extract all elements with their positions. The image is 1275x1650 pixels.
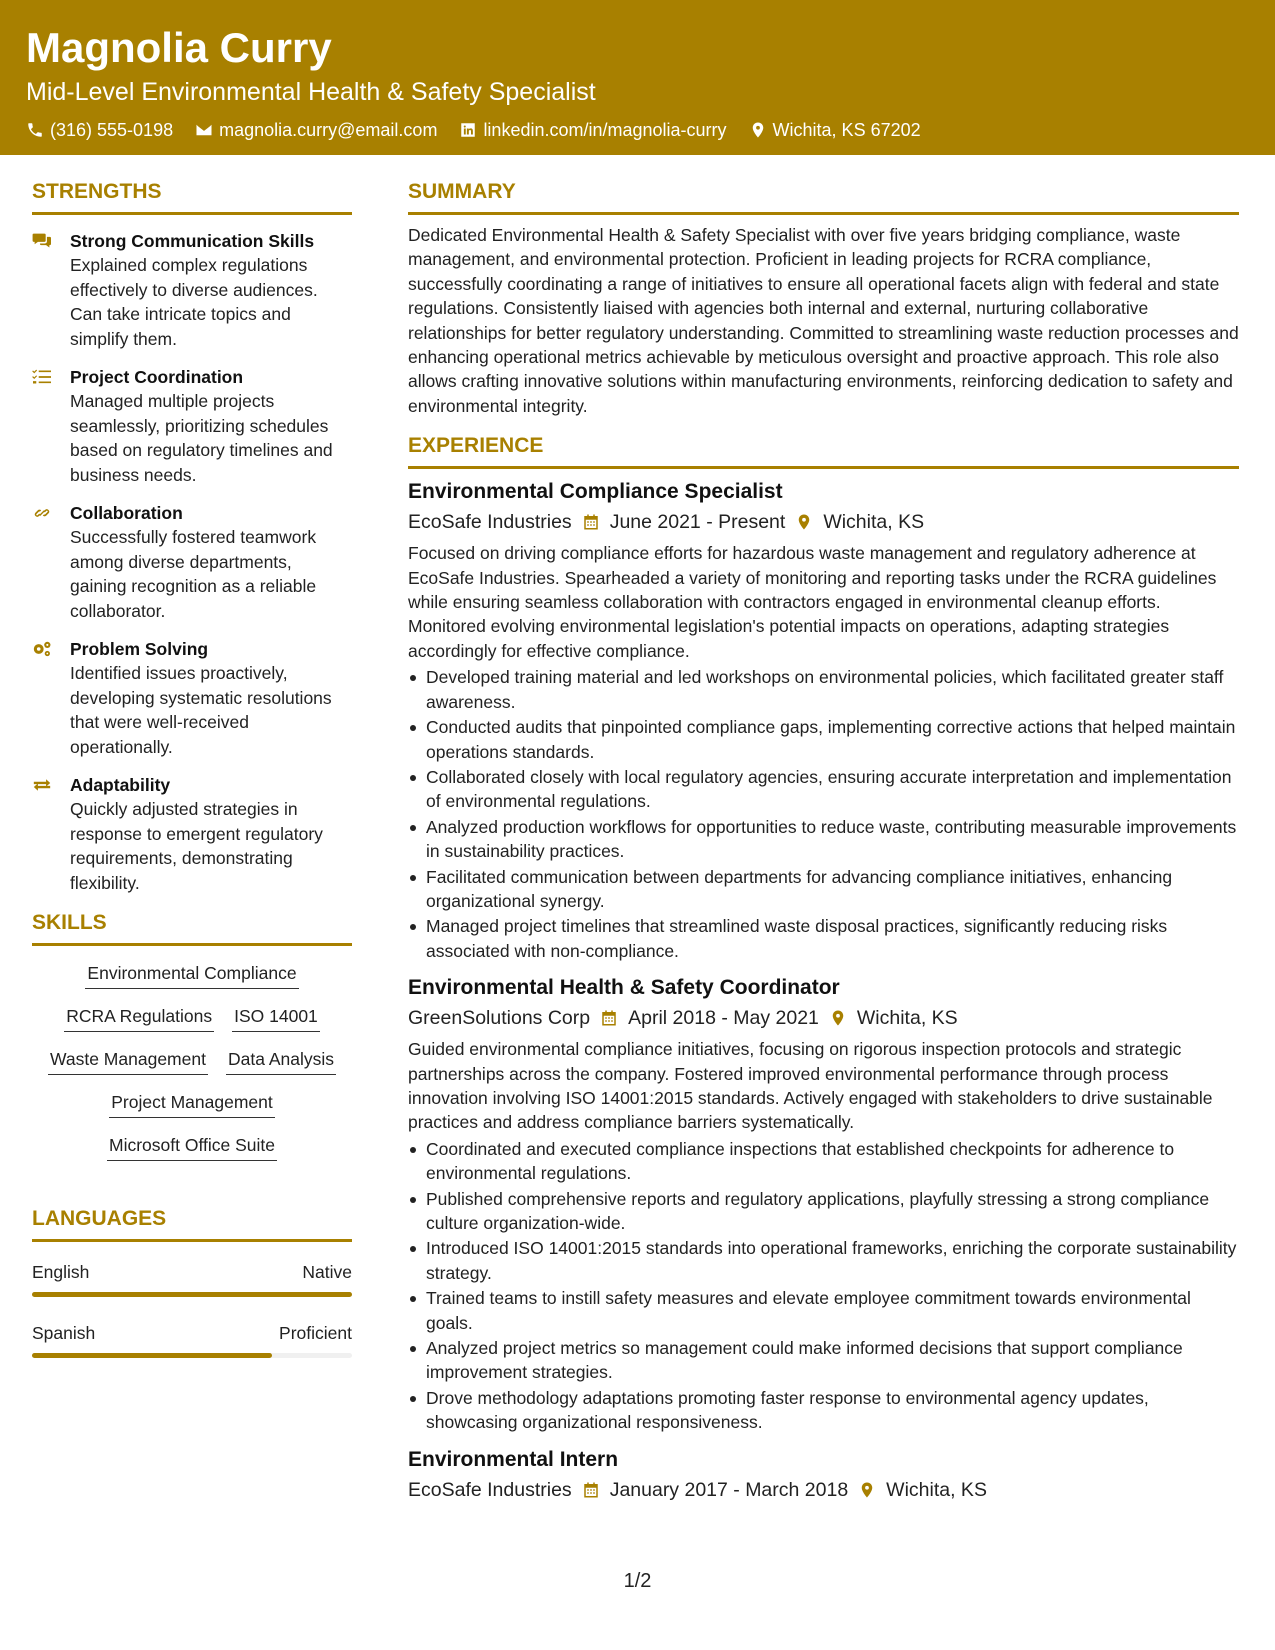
job-bullet: Coordinated and executed compliance inspections that established checkpoints for adherence to environmental regulations. bbox=[408, 1137, 1239, 1186]
skill-tag: ISO 14001 bbox=[232, 1003, 320, 1032]
job-location: Wichita, KS bbox=[886, 1478, 987, 1501]
location-pin-icon bbox=[829, 1009, 847, 1027]
skill-tag: Data Analysis bbox=[226, 1046, 336, 1075]
strength-title: Problem Solving bbox=[70, 639, 209, 659]
job-title: Environmental Compliance Specialist bbox=[408, 480, 783, 504]
strength-item bbox=[32, 501, 352, 623]
contact-linkedin[interactable] bbox=[459, 118, 726, 142]
job-title: Environmental Health & Safety Coordinator bbox=[408, 976, 840, 1000]
calendar-icon bbox=[582, 1481, 600, 1499]
job-bullet: Analyzed production workflows for opportunities to reduce waste, contributing measurable improvements in sustainability practices. bbox=[408, 815, 1239, 864]
job-company: EcoSafe Industries bbox=[408, 1478, 572, 1501]
location-pin-icon bbox=[858, 1481, 876, 1499]
phone-icon bbox=[26, 121, 44, 139]
envelope-icon bbox=[195, 121, 213, 139]
location-pin-icon bbox=[749, 121, 767, 139]
contact-bar bbox=[26, 118, 1249, 142]
phone-text: (316) 555-0198 bbox=[50, 120, 174, 140]
job-bullet: Analyzed project metrics so management could make informed decisions that support compliance improvement strategies. bbox=[408, 1336, 1239, 1385]
task-list-icon bbox=[32, 368, 52, 386]
strength-title: Collaboration bbox=[70, 503, 183, 523]
job-meta bbox=[408, 1003, 1239, 1033]
languages-heading: LANGUAGES bbox=[32, 1205, 352, 1242]
strength-desc: Successfully fostered teamwork among diverse departments, gaining recognition as a reliable collaborator. bbox=[70, 527, 317, 621]
job-meta bbox=[408, 1475, 1239, 1505]
job-bullet: Trained teams to instill safety measures and elevate employee commitment towards environmental goals. bbox=[408, 1286, 1239, 1335]
job-title: Environmental Intern bbox=[408, 1447, 619, 1471]
strengths-list bbox=[32, 229, 352, 895]
job-bullet: Introduced ISO 14001:2015 standards into operational frameworks, enriching the corporate sustainability strategy. bbox=[408, 1236, 1239, 1285]
left-column bbox=[32, 178, 352, 1382]
strength-title: Adaptability bbox=[70, 775, 171, 795]
skill-tag: Microsoft Office Suite bbox=[107, 1132, 277, 1161]
job-bullet: Collaborated closely with local regulatory agencies, ensuring accurate interpretation and implementation of environmental regulations. bbox=[408, 765, 1239, 814]
language-item bbox=[32, 1321, 352, 1358]
skill-tag: Environmental Compliance bbox=[85, 960, 298, 989]
strength-item bbox=[32, 637, 352, 759]
job-bullet: Conducted audits that pinpointed compliance gaps, implementing corrective actions that helped maintain operations standards. bbox=[408, 715, 1239, 764]
candidate-name: Magnolia Curry bbox=[26, 24, 332, 71]
job-description: Guided environmental compliance initiatives, focusing on rigorous inspection protocols and strategic partnerships across the company. Fostered improved environmental performance through process innovation involving ISO 14001:2015 standards. Actively engaged with stakeholders to drive sustainable practices and address compliance barriers systematically. bbox=[408, 1039, 1213, 1133]
job-entry bbox=[408, 973, 1239, 1435]
email-text[interactable]: magnolia.curry@email.com bbox=[219, 120, 438, 140]
link-icon bbox=[32, 504, 52, 522]
linkedin-text[interactable]: linkedin.com/in/magnolia-curry bbox=[483, 120, 727, 140]
skill-tag: Waste Management bbox=[48, 1046, 208, 1075]
contact-location bbox=[749, 118, 921, 142]
job-entry bbox=[408, 1445, 1239, 1505]
strength-desc: Identified issues proactively, developing systematic resolutions that were well-received operationally. bbox=[70, 663, 332, 757]
language-bar-fill bbox=[32, 1292, 352, 1297]
skills-heading: SKILLS bbox=[32, 909, 352, 946]
strengths-heading: STRENGTHS bbox=[32, 178, 352, 215]
job-location: Wichita, KS bbox=[856, 1007, 958, 1030]
gears-icon bbox=[32, 640, 52, 658]
strength-item bbox=[32, 773, 352, 895]
strength-desc: Explained complex regulations effectively to diverse audiences. Can take intricate topics and simplify them. bbox=[70, 255, 318, 349]
job-bullets bbox=[408, 1137, 1239, 1435]
calendar-icon bbox=[600, 1009, 618, 1027]
job-bullet: Published comprehensive reports and regulatory applications, playfully stressing a strong compliance culture organization-wide. bbox=[408, 1187, 1239, 1236]
strength-item bbox=[32, 229, 352, 351]
job-bullets bbox=[408, 665, 1239, 963]
job-dates: June 2021 - Present bbox=[609, 511, 786, 534]
language-bar bbox=[32, 1292, 352, 1297]
arrows-exchange-icon bbox=[32, 776, 52, 794]
contact-phone bbox=[26, 118, 173, 142]
location-pin-icon bbox=[795, 513, 813, 531]
linkedin-icon bbox=[459, 121, 477, 139]
contact-email[interactable] bbox=[195, 118, 437, 142]
job-description: Focused on driving compliance efforts for hazardous waste management and regulatory adherence at EcoSafe Industries. Spearheaded a variety of monitoring and reporting tasks under the RCRA guidelines while ensuring seamless collaboration with contractors engaged in environmental cleanup efforts. Monitored evolving environmental legislation's potential impacts on operations, adapting strategies accordingly for effective compliance. bbox=[408, 543, 1217, 661]
strength-desc: Quickly adjusted strategies in response to emergent regulatory requirements, demonstrating flexibility. bbox=[70, 799, 323, 893]
resume-header bbox=[0, 0, 1275, 155]
page-number: 1/2 bbox=[623, 1570, 652, 1592]
strength-desc: Managed multiple projects seamlessly, prioritizing schedules based on regulatory timelines and business needs. bbox=[70, 391, 333, 485]
language-level: Native bbox=[302, 1262, 352, 1282]
job-dates: April 2018 - May 2021 bbox=[628, 1007, 819, 1030]
calendar-icon bbox=[582, 513, 600, 531]
language-item bbox=[32, 1260, 352, 1297]
job-bullet: Managed project timelines that streamlined waste disposal practices, significantly reducing risks associated with non-compliance. bbox=[408, 914, 1239, 963]
job-bullet: Drove methodology adaptations promoting faster response to environmental agency updates, showcasing organizational responsiveness. bbox=[408, 1386, 1239, 1435]
strength-title: Project Coordination bbox=[70, 367, 244, 387]
language-bar-fill bbox=[32, 1353, 272, 1358]
job-entry bbox=[408, 477, 1239, 963]
strength-title: Strong Communication Skills bbox=[70, 231, 315, 251]
language-name: English bbox=[32, 1262, 90, 1282]
languages-list bbox=[32, 1260, 352, 1358]
job-bullet: Facilitated communication between departments for advancing compliance initiatives, enhancing organizational synergy. bbox=[408, 865, 1239, 914]
summary-text: Dedicated Environmental Health & Safety Specialist with over five years bridging compliance, waste management, and environmental protection. Proficient in leading projects for RCRA compliance, successfully coordinating a range of initiatives to ensure all operational facets align with federal and state regulations. Consistently liaised with agencies both internal and external, nurturing collaborative relationships for better regulatory understanding. Committed to streamlining waste reduction processes and enhancing operational metrics achievable by meticulous oversight and proactive approach. This role also allows crafting innovative solutions within manufacturing environments, reinforcing dedication to safety and environmental integrity. bbox=[408, 225, 1239, 416]
chat-bubbles-icon bbox=[32, 232, 52, 250]
summary-heading: SUMMARY bbox=[408, 178, 1239, 215]
location-text: Wichita, KS 67202 bbox=[772, 120, 921, 140]
language-name: Spanish bbox=[32, 1323, 96, 1343]
language-level: Proficient bbox=[279, 1323, 352, 1343]
job-dates: January 2017 - March 2018 bbox=[609, 1478, 849, 1501]
right-column bbox=[408, 178, 1239, 1509]
skill-tag: RCRA Regulations bbox=[64, 1003, 214, 1032]
job-company: GreenSolutions Corp bbox=[408, 1007, 591, 1030]
job-location: Wichita, KS bbox=[823, 511, 925, 534]
skill-tag: Project Management bbox=[109, 1089, 274, 1118]
skills-list bbox=[32, 960, 352, 1161]
job-company: EcoSafe Industries bbox=[408, 511, 572, 534]
language-bar bbox=[32, 1353, 352, 1358]
candidate-title: Mid-Level Environmental Health & Safety Specialist bbox=[26, 78, 596, 106]
strength-item bbox=[32, 365, 352, 487]
job-meta bbox=[408, 507, 1239, 537]
job-bullet: Developed training material and led workshops on environmental policies, which facilitated greater staff awareness. bbox=[408, 665, 1239, 714]
experience-heading: EXPERIENCE bbox=[408, 432, 1239, 469]
